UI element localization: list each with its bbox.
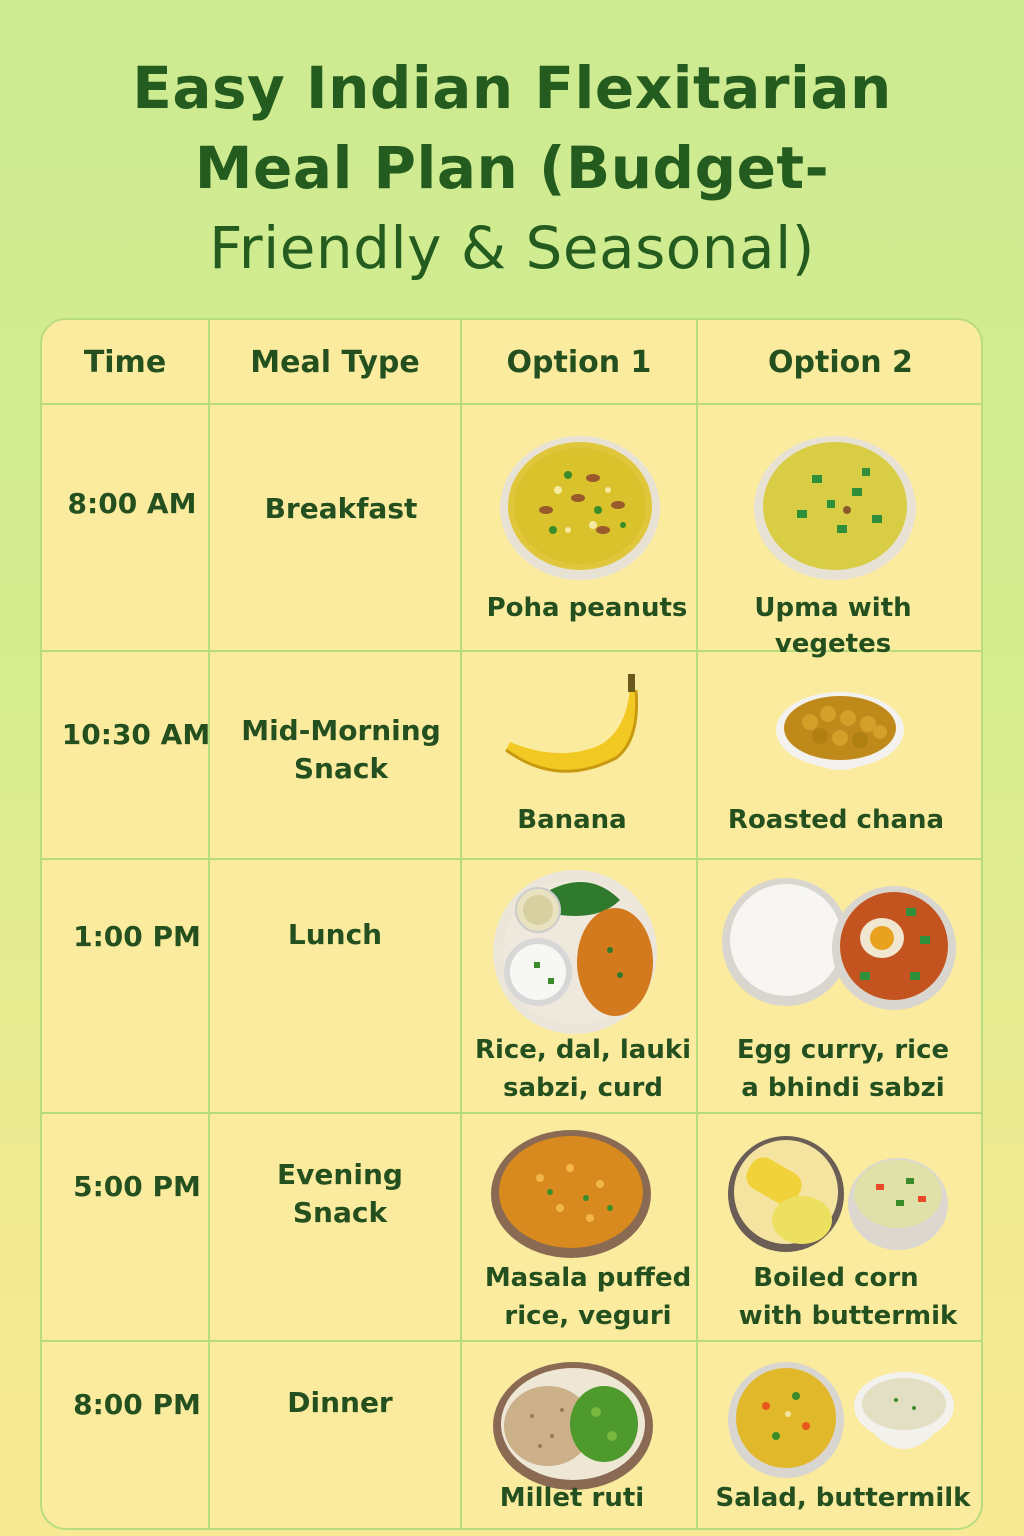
banana-icon	[498, 670, 648, 790]
title-line-2: Meal Plan (Budget-	[194, 134, 830, 202]
row-divider	[42, 858, 981, 860]
title-line-3: Friendly & Seasonal)	[209, 214, 815, 282]
header-meal-type: Meal Type	[250, 344, 420, 380]
time-cell: 8:00 PM	[73, 1388, 201, 1421]
millet-roti-plate-icon	[492, 1360, 654, 1492]
option-2-caption-l2: vegetes	[774, 629, 892, 659]
option-2-caption: Salad, buttermilk	[715, 1483, 971, 1513]
meal-type-cell-l2: Snack	[292, 1196, 388, 1229]
option-1-caption-l2: rice, veguri	[504, 1301, 672, 1331]
rice-dal-plate-icon	[490, 870, 660, 1034]
meal-plan-table	[40, 318, 983, 1530]
salad-buttermilk-icon	[726, 1356, 958, 1488]
option-2-caption-l1: Boiled corn	[753, 1263, 919, 1293]
option-2-caption-l2: a bhindi sabzi	[741, 1073, 945, 1103]
option-2-caption: Roasted chana	[727, 805, 945, 835]
roasted-chana-bowl-icon	[770, 680, 910, 796]
meal-type-cell-l2: Snack	[293, 752, 389, 785]
egg-curry-rice-icon	[720, 876, 960, 1016]
row-divider	[42, 1340, 981, 1342]
puffed-rice-bowl-icon	[490, 1128, 652, 1260]
meal-type-cell: Lunch	[287, 918, 383, 951]
poha-bowl-icon	[498, 430, 662, 580]
option-1-caption-l1: Rice, dal, lauki	[474, 1035, 692, 1065]
option-2-caption-l1: Upma with	[754, 593, 912, 623]
header-option-2: Option 2	[768, 344, 913, 380]
option-2-caption-l2: with buttermik	[738, 1301, 958, 1331]
time-cell: 8:00 AM	[67, 487, 197, 520]
option-1-caption-l2: sabzi, curd	[503, 1073, 663, 1103]
time-cell: 10:30 AM	[61, 718, 211, 751]
row-divider	[42, 1112, 981, 1114]
time-cell: 1:00 PM	[73, 920, 201, 953]
column-divider	[696, 320, 698, 1528]
option-2-caption-l1: Egg curry, rice	[736, 1035, 950, 1065]
corn-buttermilk-icon	[728, 1134, 952, 1258]
option-1-caption: Poha peanuts	[486, 593, 688, 623]
header-time: Time	[83, 344, 167, 380]
upma-bowl-icon	[752, 430, 918, 580]
meal-type-cell: Dinner	[287, 1386, 393, 1419]
header-option-1: Option 1	[506, 344, 652, 380]
option-1-caption: Millet ruti	[499, 1483, 645, 1513]
meal-type-cell: Breakfast	[264, 492, 418, 525]
meal-type-cell-l1: Evening	[277, 1158, 403, 1191]
time-cell: 5:00 PM	[73, 1170, 201, 1203]
title-line-1: Easy Indian Flexitarian	[132, 54, 892, 122]
option-1-caption-l1: Masala puffed	[484, 1263, 692, 1293]
page-title	[0, 48, 1024, 288]
option-1-caption: Banana	[517, 805, 627, 835]
meal-type-cell-l1: Mid-Morning	[241, 714, 441, 747]
